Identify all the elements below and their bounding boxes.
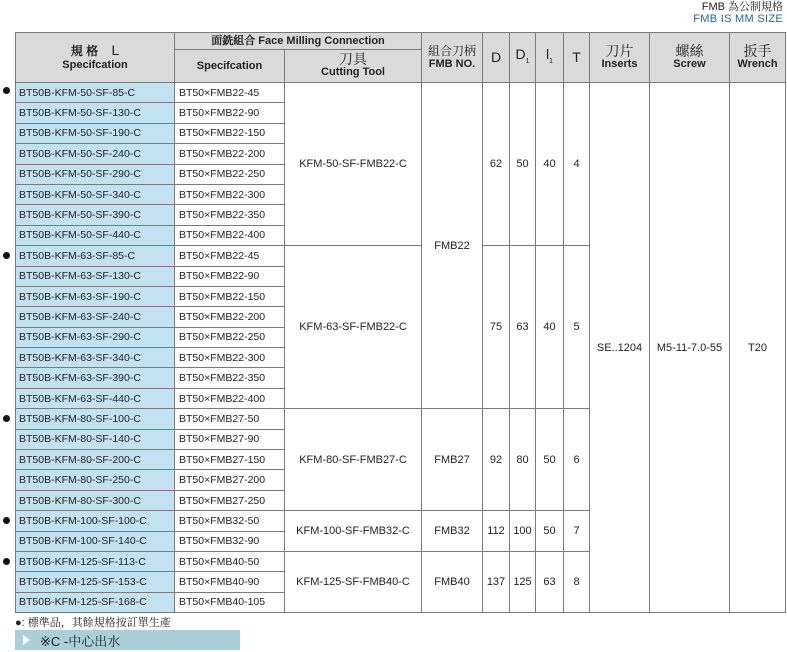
standard-bullet: [3, 415, 10, 422]
t-cell: 5: [564, 246, 590, 409]
spec-cell: BT50B-KFM-50-SF-290-C: [16, 164, 175, 184]
spec-cell: BT50B-KFM-50-SF-440-C: [16, 225, 175, 245]
d-cell: 62: [483, 83, 510, 246]
l1-cell: 63: [536, 551, 564, 612]
wrench-cell: T20: [730, 83, 786, 613]
spec-cell: BT50B-KFM-50-SF-190-C: [16, 123, 175, 143]
spec-cell: BT50B-KFM-50-SF-240-C: [16, 144, 175, 164]
tool-cell: KFM-50-SF-FMB22-C: [285, 83, 422, 246]
header-D: D: [483, 33, 510, 83]
d-cell: 92: [483, 409, 510, 511]
connection-cell: BT50×FMB27-150: [175, 450, 285, 470]
standard-bullet: [3, 252, 10, 259]
tool-cell: KFM-80-SF-FMB27-C: [285, 409, 422, 511]
connection-cell: BT50×FMB22-90: [175, 103, 285, 123]
t-cell: 4: [564, 83, 590, 246]
spec-cell: BT50B-KFM-63-SF-190-C: [16, 286, 175, 306]
header-l1: $l_1$: [536, 33, 564, 83]
size-note: [693, 1, 783, 25]
connection-cell: BT50×FMB40-90: [175, 572, 285, 592]
connection-cell: BT50×FMB22-350: [175, 368, 285, 388]
spec-cell: BT50B-KFM-50-SF-130-C: [16, 103, 175, 123]
connection-cell: BT50×FMB22-150: [175, 123, 285, 143]
l1-cell: 40: [536, 83, 564, 246]
fmb-cell: FMB27: [422, 409, 483, 511]
header-sub-spec: Specifcation: [175, 50, 285, 83]
spec-cell: BT50B-KFM-80-SF-200-C: [16, 450, 175, 470]
connection-cell: BT50×FMB22-400: [175, 388, 285, 408]
spec-cell: BT50B-KFM-50-SF-340-C: [16, 184, 175, 204]
connection-cell: BT50×FMB22-200: [175, 307, 285, 327]
d-cell: 137: [483, 551, 510, 612]
spec-cell: BT50B-KFM-63-SF-440-C: [16, 388, 175, 408]
d1-cell: 80: [510, 409, 536, 511]
standard-bullet: [3, 87, 10, 94]
connection-cell: BT50×FMB22-45: [175, 246, 285, 266]
connection-cell: BT50×FMB32-90: [175, 531, 285, 551]
tool-cell: KFM-125-SF-FMB40-C: [285, 551, 422, 612]
size-note-en: FMB IS MM SIZE: [693, 13, 783, 25]
header-fmb: 組合刀柄 FMB NO.: [422, 33, 483, 83]
connection-cell: BT50×FMB22-400: [175, 225, 285, 245]
spec-cell: BT50B-KFM-125-SF-168-C: [16, 592, 175, 612]
spec-cell: BT50B-KFM-63-SF-130-C: [16, 266, 175, 286]
header-wrench: 扳手 Wrench: [730, 33, 786, 83]
spec-cell: BT50B-KFM-50-SF-390-C: [16, 205, 175, 225]
spec-cell: BT50B-KFM-63-SF-390-C: [16, 368, 175, 388]
connection-cell: BT50×FMB22-300: [175, 184, 285, 204]
tool-cell: KFM-100-SF-FMB32-C: [285, 511, 422, 552]
d-cell: 112: [483, 511, 510, 552]
center-coolant-label: ※C -中心出水: [40, 633, 121, 649]
l1-cell: 50: [536, 511, 564, 552]
connection-cell: BT50×FMB22-90: [175, 266, 285, 286]
connection-cell: BT50×FMB22-250: [175, 164, 285, 184]
header-T: T: [564, 33, 590, 83]
triangle-icon: [23, 635, 30, 645]
connection-cell: BT50×FMB22-300: [175, 348, 285, 368]
spec-cell: BT50B-KFM-100-SF-140-C: [16, 531, 175, 551]
standard-footnote: ●: 標準品，其餘規格按訂單生產: [15, 617, 171, 629]
d-cell: 75: [483, 246, 510, 409]
d1-cell: 63: [510, 246, 536, 409]
fmb-cell: FMB40: [422, 551, 483, 612]
l1-cell: 50: [536, 409, 564, 511]
spec-cell: BT50B-KFM-80-SF-300-C: [16, 490, 175, 510]
header-D1: $D_1$: [510, 33, 536, 83]
standard-bullet: [3, 517, 10, 524]
t-cell: 6: [564, 409, 590, 511]
connection-cell: BT50×FMB22-200: [175, 144, 285, 164]
spec-cell: BT50B-KFM-100-SF-100-C: [16, 511, 175, 531]
standard-bullet: [3, 558, 10, 565]
tool-cell: KFM-63-SF-FMB22-C: [285, 246, 422, 409]
spec-cell: BT50B-KFM-63-SF-85-C: [16, 246, 175, 266]
header-cutting-tool: 刀具 Cutting Tool: [285, 50, 422, 83]
center-coolant-bar: [15, 630, 240, 650]
spec-cell: BT50B-KFM-80-SF-250-C: [16, 470, 175, 490]
connection-cell: BT50×FMB22-45: [175, 83, 285, 103]
connection-cell: BT50×FMB27-200: [175, 470, 285, 490]
spec-cell: BT50B-KFM-63-SF-340-C: [16, 348, 175, 368]
header-face-milling: 面銑組合 Face Milling Connection: [175, 33, 422, 50]
t-cell: 7: [564, 511, 590, 552]
connection-cell: BT50×FMB27-90: [175, 429, 285, 449]
connection-cell: BT50×FMB22-150: [175, 286, 285, 306]
spec-cell: BT50B-KFM-80-SF-140-C: [16, 429, 175, 449]
d1-cell: 125: [510, 551, 536, 612]
header-spec: 規 格 L Specifcation: [16, 33, 175, 83]
connection-cell: BT50×FMB22-350: [175, 205, 285, 225]
spec-cell: BT50B-KFM-50-SF-85-C: [16, 83, 175, 103]
header-inserts: 刀片 Inserts: [590, 33, 650, 83]
header-screw: 螺絲 Screw: [650, 33, 730, 83]
connection-cell: BT50×FMB22-250: [175, 327, 285, 347]
connection-cell: BT50×FMB27-50: [175, 409, 285, 429]
connection-cell: BT50×FMB40-105: [175, 592, 285, 612]
spec-cell: BT50B-KFM-63-SF-290-C: [16, 327, 175, 347]
connection-cell: BT50×FMB32-50: [175, 511, 285, 531]
screw-cell: M5-11-7.0-55: [650, 83, 730, 613]
l1-cell: 40: [536, 246, 564, 409]
spec-cell: BT50B-KFM-125-SF-153-C: [16, 572, 175, 592]
spec-table: [15, 32, 786, 613]
spec-cell: BT50B-KFM-125-SF-113-C: [16, 551, 175, 571]
spec-cell: BT50B-KFM-80-SF-100-C: [16, 409, 175, 429]
d1-cell: 100: [510, 511, 536, 552]
inserts-cell: SE..1204: [590, 83, 650, 613]
t-cell: 8: [564, 551, 590, 612]
connection-cell: BT50×FMB40-50: [175, 551, 285, 571]
connection-cell: BT50×FMB27-250: [175, 490, 285, 510]
spec-cell: BT50B-KFM-63-SF-240-C: [16, 307, 175, 327]
d1-cell: 50: [510, 83, 536, 246]
size-note-zh: FMB 為公制規格: [701, 1, 783, 13]
fmb-cell: FMB32: [422, 511, 483, 552]
fmb-cell: FMB22: [422, 83, 483, 409]
